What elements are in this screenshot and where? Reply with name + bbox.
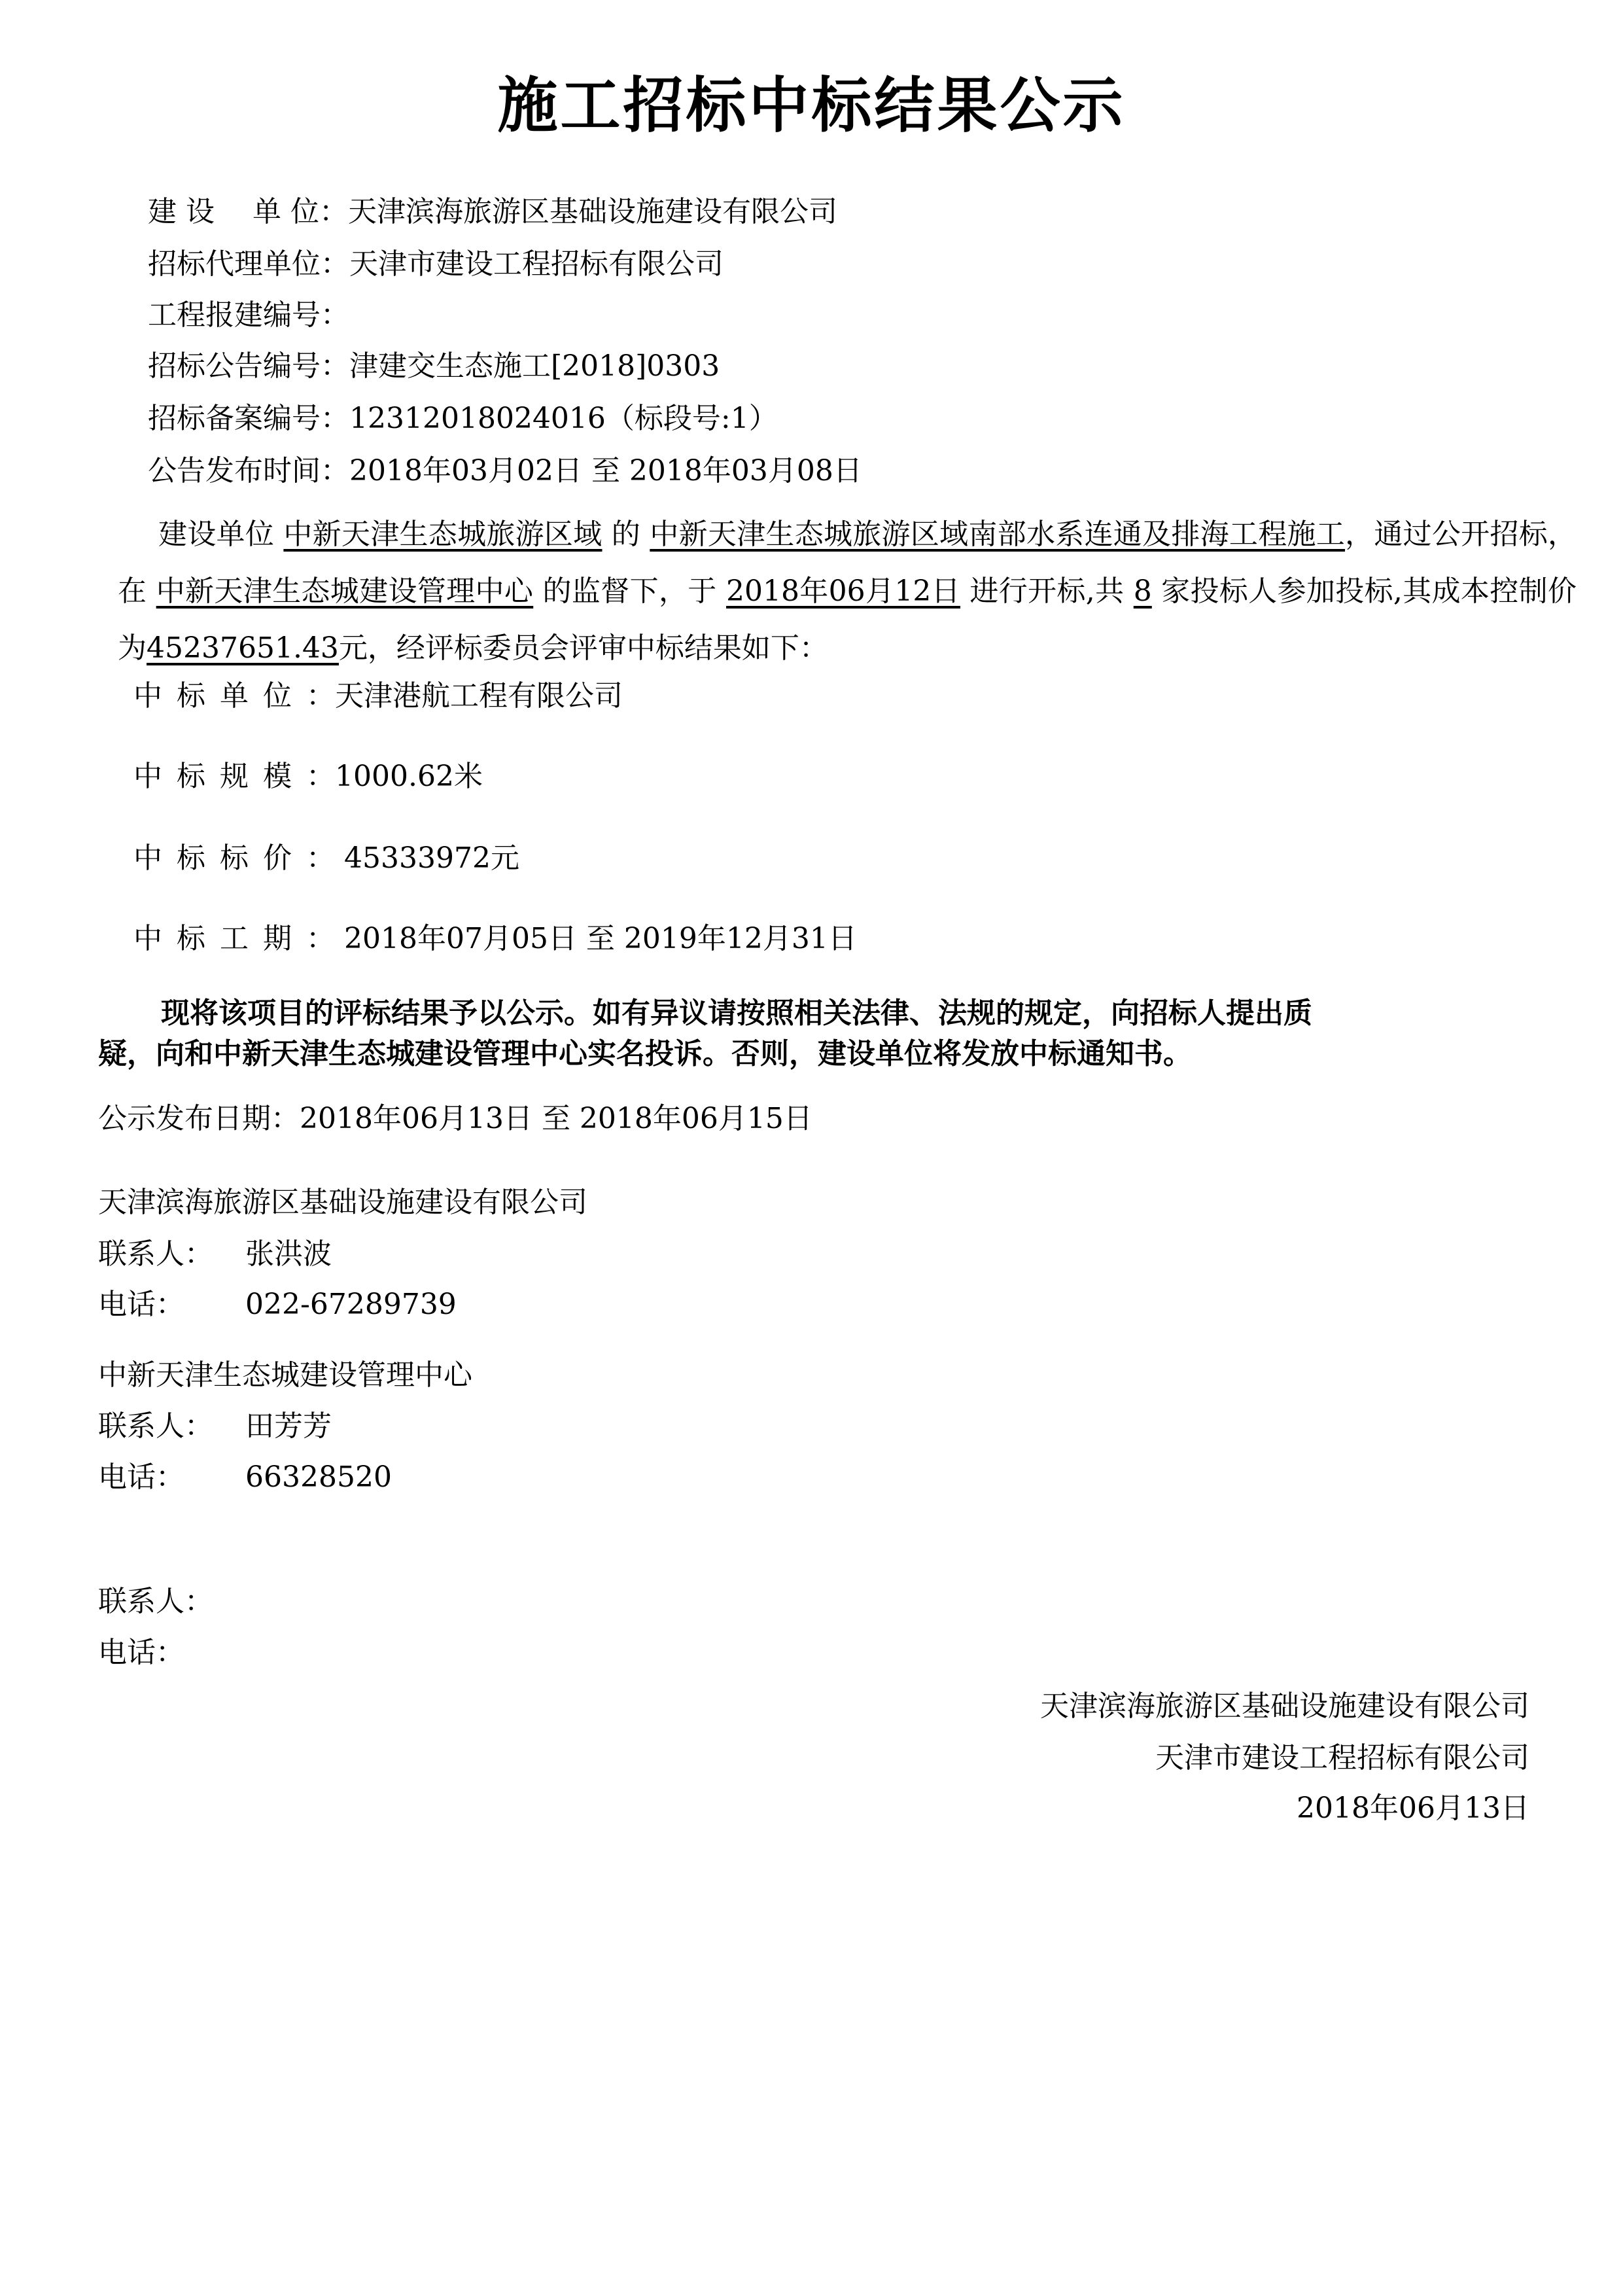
winner-value: 1000.62米 <box>335 760 483 793</box>
signature-org-2: 天津市建设工程招标有限公司 <box>1155 1741 1529 1775</box>
phone-label: 电话： <box>98 1460 184 1494</box>
info-value: 天津市建设工程招标有限公司 <box>349 247 724 281</box>
winner-value: 45333972元 <box>335 841 519 875</box>
winner-row-duration <box>133 919 857 959</box>
winner-label: 中标工期 <box>133 922 306 955</box>
info-value: 津建交生态施工[2018]0303 <box>349 349 720 383</box>
contact-name: 田芳芳 <box>245 1409 332 1443</box>
paragraph-text: ，通过公开招标，在 <box>118 518 1577 608</box>
open-date: 2018年06月12日 <box>725 574 961 608</box>
page-title: 施工招标中标结果公示 <box>497 70 1126 141</box>
project-name: 中新天津生态城旅游区域南部水系连通及排海工程施工 <box>650 518 1346 551</box>
info-row-agent <box>148 245 724 284</box>
colon: ： <box>306 841 335 875</box>
contact-phone-row-1 <box>98 1285 457 1324</box>
info-label: 招标公告编号： <box>148 349 349 383</box>
agent-phone-label: 电话： <box>98 1636 184 1669</box>
info-label: 公告发布时间： <box>148 454 349 487</box>
paragraph-text: 的监督下，于 <box>533 574 726 608</box>
colon: ： <box>306 922 335 955</box>
info-row-registration-number <box>148 296 349 335</box>
contact-org-2: 中新天津生态城建设管理中心 <box>98 1358 472 1392</box>
winner-label: 中标标价 <box>133 841 306 875</box>
info-row-filing-number <box>148 399 778 438</box>
phone-label: 电话： <box>98 1288 184 1321</box>
winner-row-price <box>133 839 519 878</box>
bidder-count: 8 <box>1133 574 1152 608</box>
contact-person-row-2 <box>98 1407 332 1446</box>
info-value: 天津滨海旅游区基础设施建设有限公司 <box>347 195 837 228</box>
contact-label: 联系人： <box>98 1237 213 1271</box>
publish-period: 公示发布日期：2018年06月13日 至 2018年06月15日 <box>98 1102 812 1135</box>
phone-number: 66328520 <box>245 1460 392 1494</box>
notice-line-2: 疑，向和中新天津生态城建设管理中心实名投诉。否则，建设单位将发放中标通知书。 <box>98 1037 1192 1070</box>
winner-value: 天津港航工程有限公司 <box>335 679 623 713</box>
builder-name: 中新天津生态城旅游区域 <box>283 518 602 551</box>
paragraph-text: 家投标人参加投标,其成本控制价为 <box>118 574 1577 665</box>
colon: ： <box>306 760 335 793</box>
info-row-announcement-period <box>148 451 862 491</box>
objection-notice <box>98 993 1511 1074</box>
colon: ： <box>306 679 335 713</box>
notice-line-1: 现将该项目的评标结果予以公示。如有异议请按照相关法律、法规的规定，向招标人提出质 <box>161 997 1312 1030</box>
info-row-announcement-number <box>148 347 720 386</box>
paragraph-text: 建设单位 <box>158 518 284 551</box>
info-label: 招标备案编号： <box>148 402 349 435</box>
info-label: 工程报建编号： <box>148 298 349 332</box>
agent-contact-label: 联系人： <box>98 1585 213 1618</box>
paragraph-text: 的 <box>602 518 650 551</box>
control-price: 45237651.43 <box>147 631 339 665</box>
contact-name: 张洪波 <box>245 1237 332 1271</box>
winner-label: 中标单位 <box>133 679 306 713</box>
signature-date: 2018年06月13日 <box>1297 1792 1529 1825</box>
winner-value: 2018年07月05日 至 2019年12月31日 <box>335 922 857 955</box>
supervisor-name: 中新天津生态城建设管理中心 <box>156 574 534 608</box>
contact-phone-row-2 <box>98 1458 392 1497</box>
info-value: 2018年03月02日 至 2018年03月08日 <box>349 454 862 487</box>
contact-label: 联系人： <box>98 1409 213 1443</box>
paragraph-text: 元，经评标委员会评审中标结果如下： <box>338 631 828 665</box>
contact-org-1: 天津滨海旅游区基础设施建设有限公司 <box>98 1186 587 1219</box>
result-paragraph <box>118 506 1577 677</box>
phone-number: 022-67289739 <box>245 1288 457 1321</box>
paragraph-text: 进行开标,共 <box>960 574 1134 608</box>
winner-label: 中标规模 <box>133 760 306 793</box>
info-label: 招标代理单位： <box>148 247 349 281</box>
signature-org-1: 天津滨海旅游区基础设施建设有限公司 <box>1040 1689 1529 1723</box>
info-label: 建 设 单 位： <box>148 195 348 228</box>
contact-person-row-1 <box>98 1235 332 1274</box>
info-row-builder <box>148 192 837 232</box>
info-value: 12312018024016（标段号:1） <box>349 402 778 435</box>
winner-row-unit <box>133 677 623 716</box>
winner-row-scale <box>133 757 483 796</box>
